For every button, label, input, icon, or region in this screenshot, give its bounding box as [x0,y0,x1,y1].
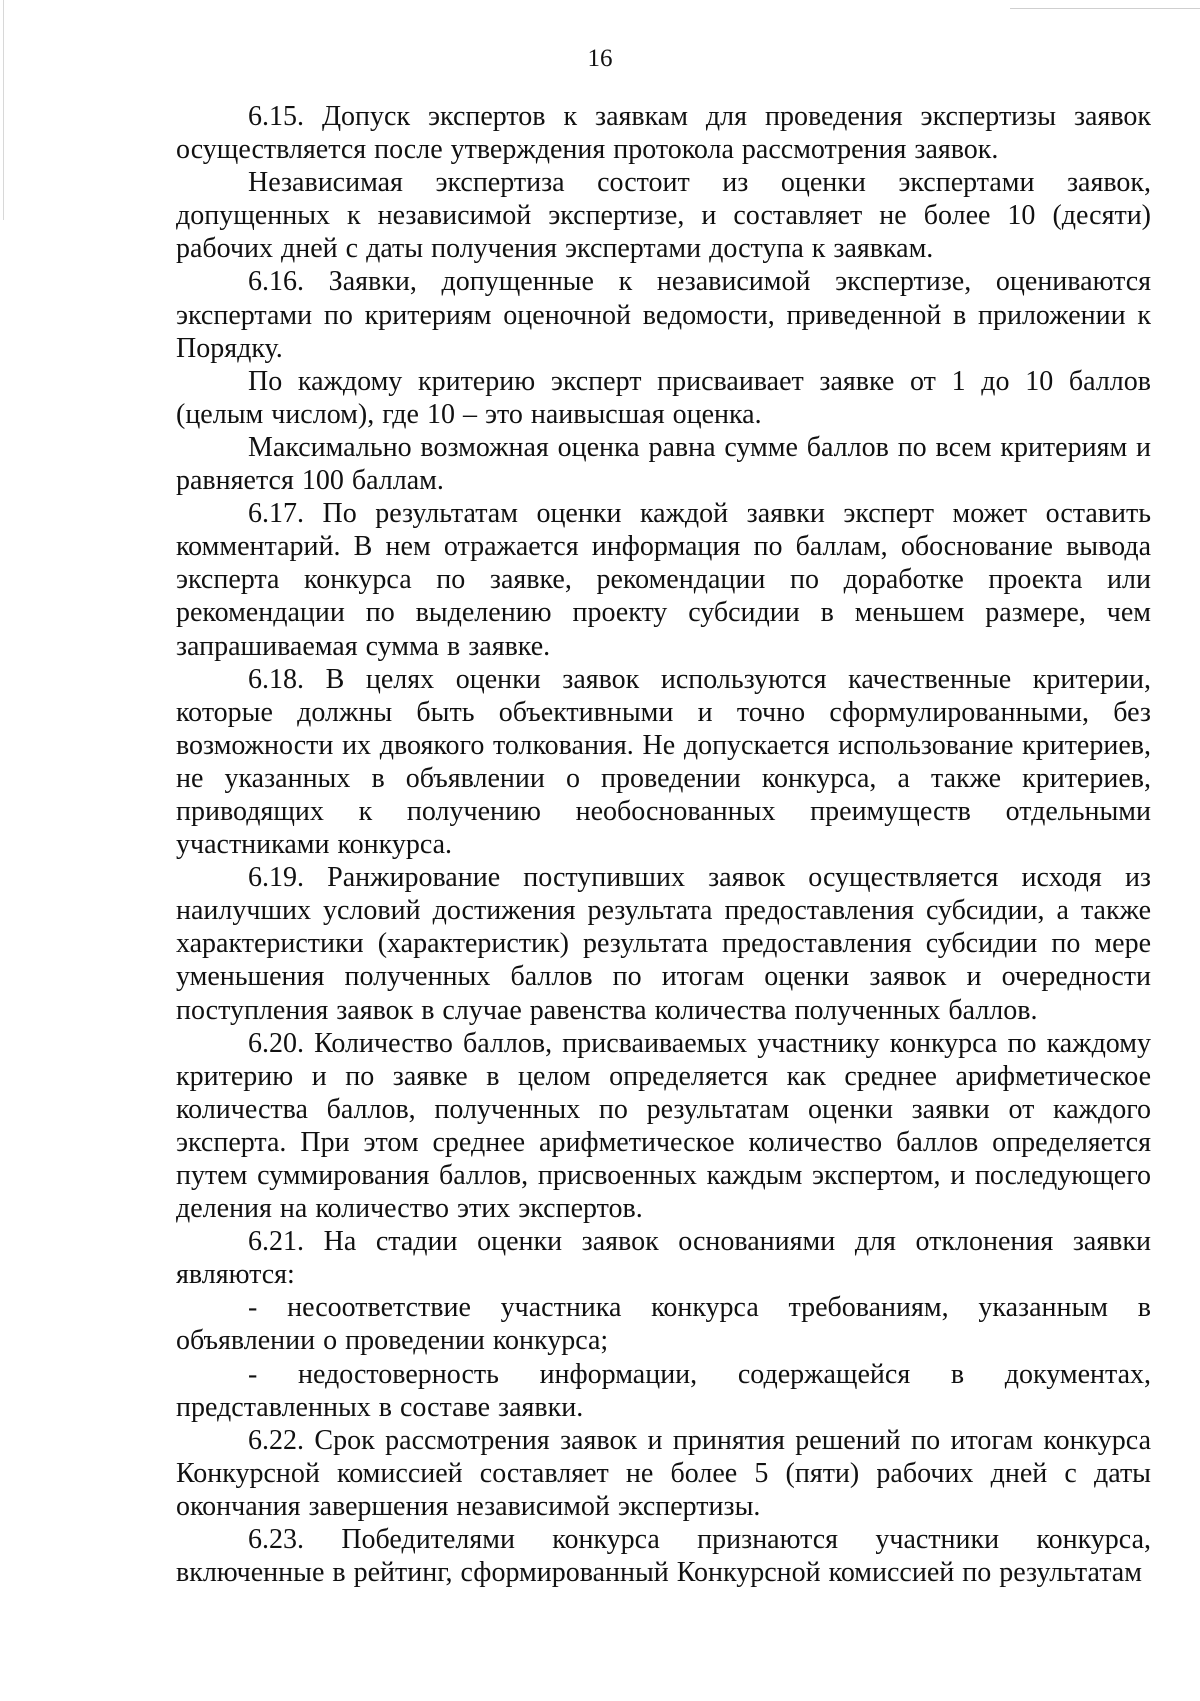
paragraph-6-16: 6.16. Заявки, допущенные к независимой экспертизе, оцениваются экспертами по критериям оценочной ведомости, приведенной в приложении к Порядку. [176,266,1151,364]
paragraph-6-19: 6.19. Ранжирование поступивших заявок осуществляется исходя из наилучших условий достижения результата предоставления субсидии, а также характеристики (характеристик) результата предоставления субсидии по мере уменьшения полученных баллов по итогам оценки заявок и очередности поступления заявок в случае равенства количества полученных баллов. [176,862,1151,1026]
list-item-unreliable-info: - недостоверность информации, содержащейся в документах, представленных в составе заявки. [176,1358,1151,1423]
paragraph-6-21: 6.21. На стадии оценки заявок основаниями для отклонения заявки являются: [176,1226,1151,1291]
paragraph-max-score: Максимально возможная оценка равна сумме баллов по всем критериям и равняется 100 баллам. [176,431,1151,497]
paragraph-6-23: 6.23. Победителями конкурса признаются участники конкурса, включенные в рейтинг, сформированный Конкурсной комиссией по результатам [176,1524,1151,1589]
paragraph-scoring-scale: По каждому критерию эксперт присваивает заявке от 1 до 10 баллов (целым числом), где 10 – это наивысшая оценка. [176,365,1151,430]
page-number: 16 [587,45,613,72]
paragraph-independent-expertise: Независимая экспертиза состоит из оценки экспертами заявок, допущенных к независимой экспертизе, и составляет не более 10 (десяти) рабочих дней с даты получения экспертами доступа к заявкам. [176,167,1151,265]
paragraph-6-18: 6.18. В целях оценки заявок используются качественные критерии, которые должны быть объективными и точно сформулированными, без возможности их двоякого толкования. Не допускается использование критериев, не указанных в объявлении о проведении конкурса, а также критериев, приводящих к получению необоснованных преимуществ отдельными участниками конкурса. [176,663,1151,861]
paragraph-6-17: 6.17. По результатам оценки каждой заявки эксперт может оставить комментарий. В нем отражается информация по баллам, обоснование вывода эксперта конкурса по заявке, рекомендации по доработке проекта или рекомендации по выделению проекту субсидии в меньшем размере, чем запрашиваемая сумма в заявке. [176,498,1151,662]
paragraph-6-15: 6.15. Допуск экспертов к заявкам для проведения экспертизы заявок осуществляется после утверждения протокола рассмотрения заявок. [176,101,1151,166]
scan-edge-top [1010,8,1200,9]
scan-edge-left [3,0,4,220]
paragraph-6-20: 6.20. Количество баллов, присваиваемых участнику конкурса по каждому критерию и по заявке в целом определяется как среднее арифметическое количества баллов, полученных по результатам оценки заявки от каждого эксперта. При этом среднее арифметическое количество баллов определяется путем суммирования баллов, присвоенных каждым экспертом, и последующего деления на количество этих экспертов. [176,1027,1151,1225]
paragraph-6-22: 6.22. Срок рассмотрения заявок и принятия решений по итогам конкурса Конкурсной комиссией составляет не более 5 (пяти) рабочих дней с даты окончания завершения независимой экспертизы. [176,1424,1151,1522]
list-item-noncompliance: - несоответствие участника конкурса требованиям, указанным в объявлении о проведении конкурса; [176,1292,1151,1357]
document-body [176,100,1151,1589]
